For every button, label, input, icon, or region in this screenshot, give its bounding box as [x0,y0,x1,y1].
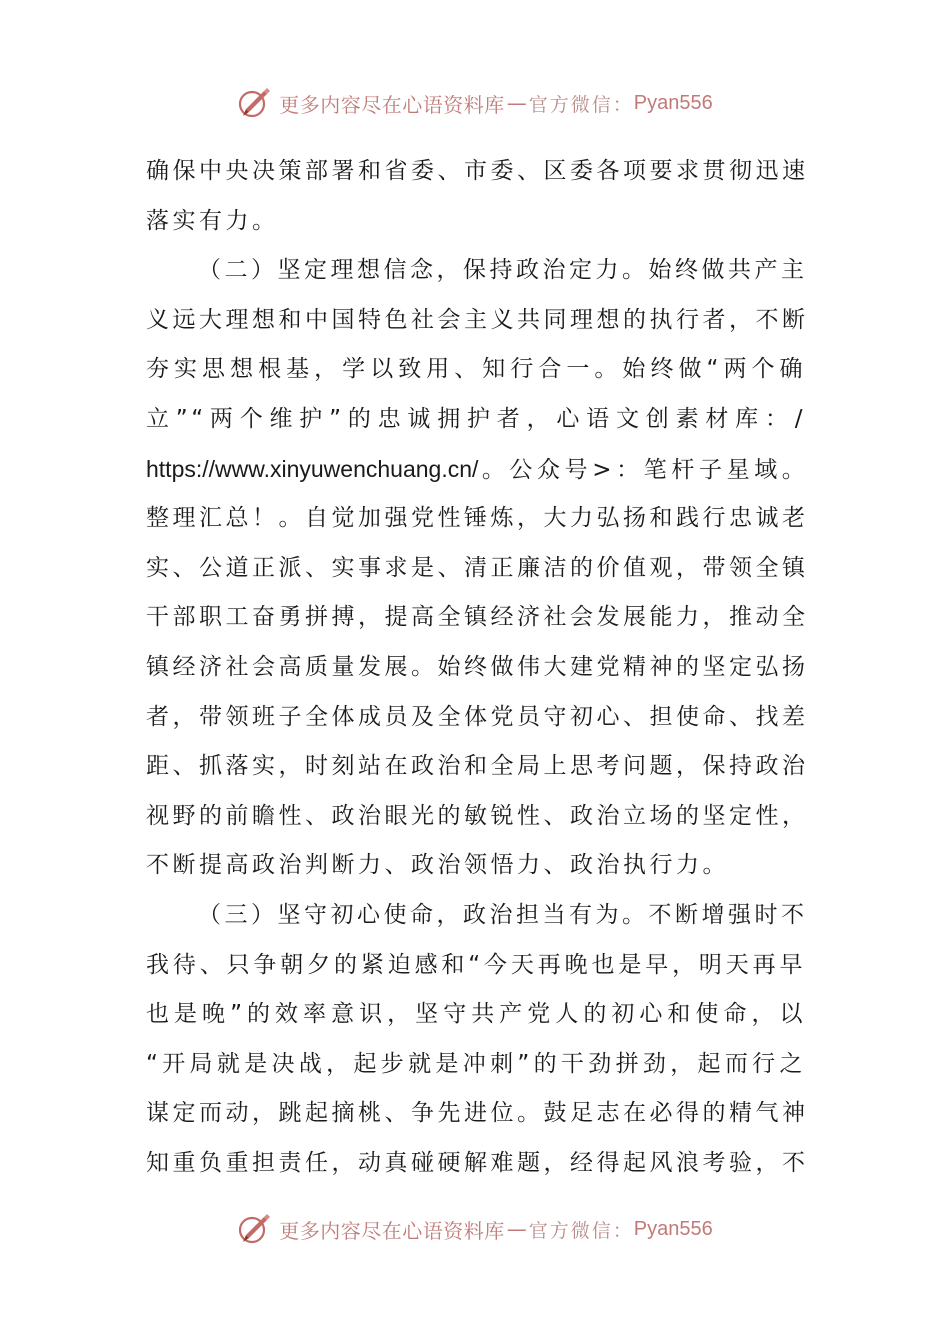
text-line: 实、公道正派、实事求是、清正廉洁的价值观，带领全镇 [146,554,809,581]
text-line: 义远大理想和中国特色社会主义共同理想的执行者，不断 [146,306,809,333]
text-line: 夯实思想根基，学以致用、知行合一。始终做“两个确 [146,356,806,383]
text-line: 落实有力。 [146,207,279,234]
footer-wechat-id: Pyan556 [633,1217,713,1240]
text-line: 立”“两个维护”的忠诚拥护者，心语文创素材库：/ [146,405,806,432]
url-line-rest: 。公众号>：笔杆子星域。 [478,456,806,483]
text-line: 我待、只争朝夕的紧迫感和“今天再晚也是早，明天再早 [146,951,806,978]
text-line: 距、抓落实，时刻站在政治和全局上思考问题，保持政治 [146,753,809,780]
text-line: 者，带领班子全体成员及全体党员守初心、担使命、找差 [146,703,809,730]
url-text: https://www.xinyuwenchuang.cn/ [146,455,479,482]
footer-wechat-label: 官方微信： [528,1219,634,1242]
text-line: 不断提高政治判断力、政治领悟力、政治执行力。 [146,852,729,879]
header-wechat-label: 官方微信： [528,93,634,116]
pen-logo-icon [237,85,273,121]
text-line: 也是晚”的效率意识，坚守共产党人的初心和使命，以 [146,1001,806,1028]
footer-banner [0,1209,950,1249]
text-line: （三）坚守初心使命，政治担当有为。不断增强时不 [198,901,808,928]
text-line: （二）坚定理想信念，保持政治定力。始终做共产主 [198,257,808,284]
text-line: 视野的前瞻性、政治眼光的敏锐性、政治立场的坚定性， [146,802,809,829]
document-body [146,147,809,1188]
text-line: 确保中央决策部署和省委、市委、区委各项要求贯彻迅速 [146,158,809,184]
header-site-text: 更多内容尽在心语资料库 [279,92,505,117]
header-wechat-id: Pyan556 [633,91,713,114]
footer-dash: — [506,1217,527,1241]
text-line: 干部职工奋勇拼搏，提高全镇经济社会发展能力，推动全 [146,604,809,631]
text-line: 谋定而动，跳起摘桃、争先进位。鼓足志在必得的精气神 [146,1100,809,1127]
text-line-url [146,445,806,495]
footer-site-text: 更多内容尽在心语资料库 [279,1218,505,1243]
header-dash: — [506,91,527,115]
header-banner [0,83,950,123]
text-line: 镇经济社会高质量发展。始终做伟大建党精神的坚定弘扬 [146,653,809,680]
pen-logo-icon [237,1211,273,1247]
text-line: 知重负重担责任，动真碰硬解难题，经得起风浪考验，不 [146,1149,809,1176]
text-line: “开局就是决战，起步就是冲刺”的干劲拼劲，起而行之 [146,1050,806,1077]
text-line: 整理汇总！。自觉加强党性锤炼，大力弘扬和践行忠诚老 [146,505,809,532]
